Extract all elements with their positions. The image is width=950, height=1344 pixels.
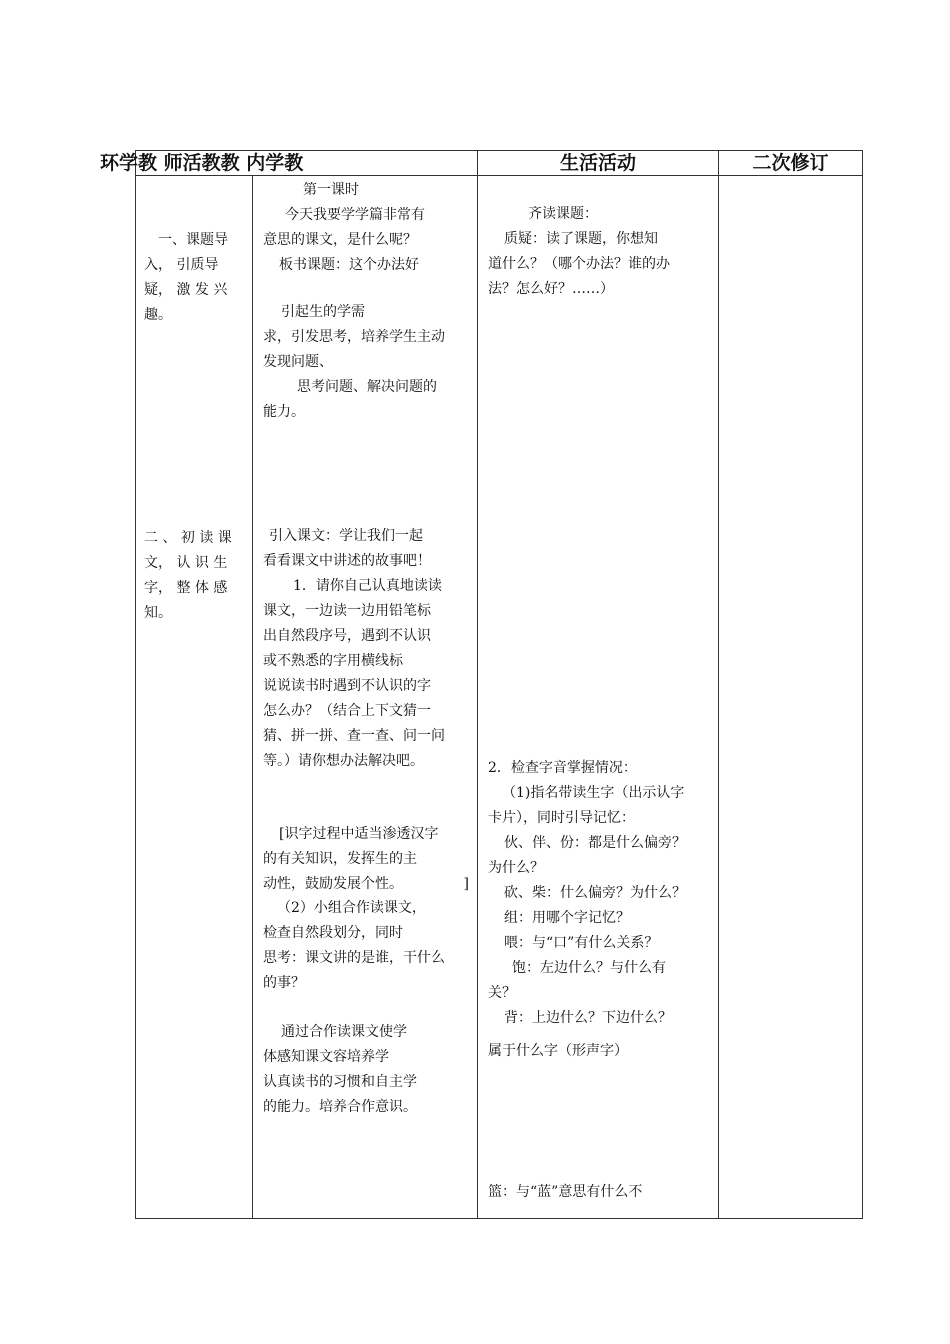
stage-1-label: 一、课题导 入， 引质导 疑， 激 发 兴 趣。 (144, 232, 228, 323)
teacher-reading-intent: 通过合作读课文使学 体感知课文容培养学 认真读书的习惯和自主学 的能力。培养合作意识。 (263, 1024, 417, 1115)
student-intro-block: 齐读课题： 质疑：读了课题，你想知 道什么？（哪个办法？谁的办 法？怎么好？……） (488, 206, 670, 297)
teacher-intro-intent: 引起生的学需 求，引发思考，培养学生主动 发现问题、 思考问题、解决问题的 能力。 (263, 304, 445, 420)
header-row (136, 151, 863, 176)
content-row (136, 176, 863, 1219)
student-last-line: 篮：与“蓝”意思有什么不 (488, 1184, 643, 1200)
student-column (478, 176, 719, 1219)
teacher-column (253, 176, 478, 1219)
revision-column (719, 176, 863, 1219)
teacher-reading-block: 引入课文：学让我们一起 看看课文中讲述的故事吧！ 1．请你自己认真地读读 课文，一边读一边用铅笔标 出自然段序号，遇到不认识 或不熟悉的字用横线标 说说读书时遇到不认识的字 怎么办？（结合上下文猜一 猜、拼一拼、查一查、问一问 等。）请你想办法解决吧。 (263, 528, 445, 769)
header-revision: 二次修订 (719, 151, 863, 176)
teacher-group-reading: （2）小组合作读课文， 检查自然段划分，同时 思考：课文讲的是谁，干什么 的事？ (263, 900, 445, 991)
stage-column (136, 176, 253, 1219)
stage-2-label: 二 、 初 读 课 文， 认 识 生 字， 整 体 感 知。 (144, 530, 232, 621)
header-student-activity: 生活活动 (478, 151, 719, 176)
header-stage-teacher: 环学教 师活教教 内学教 (136, 151, 478, 176)
lesson-plan-table (100, 150, 863, 1219)
teacher-intro-block: 第一课时 今天我要学学篇非常有 意思的课文，是什么呢？ 板书课题：这个办法好 (263, 182, 425, 273)
teacher-literacy-note: [识字过程中适当渗透汉字 的有关知识，发挥生的主 动性，鼓励发展个性。 ] (263, 826, 469, 892)
student-pronunciation-check: 2．检查字音掌握情况： （1)指名带读生字（出示认字 卡片），同时引导记忆： 伙、伴、份：都是什么偏旁？ 为什么？ 砍、柴：什么偏旁？为什么？ 组：用哪个字记忆？ 喂：与“口”有什么关系？ 饱：左边什么？与什么有 关？ 背：上边什么？下边什么？ 属于什么字（形声字） (488, 760, 686, 1059)
